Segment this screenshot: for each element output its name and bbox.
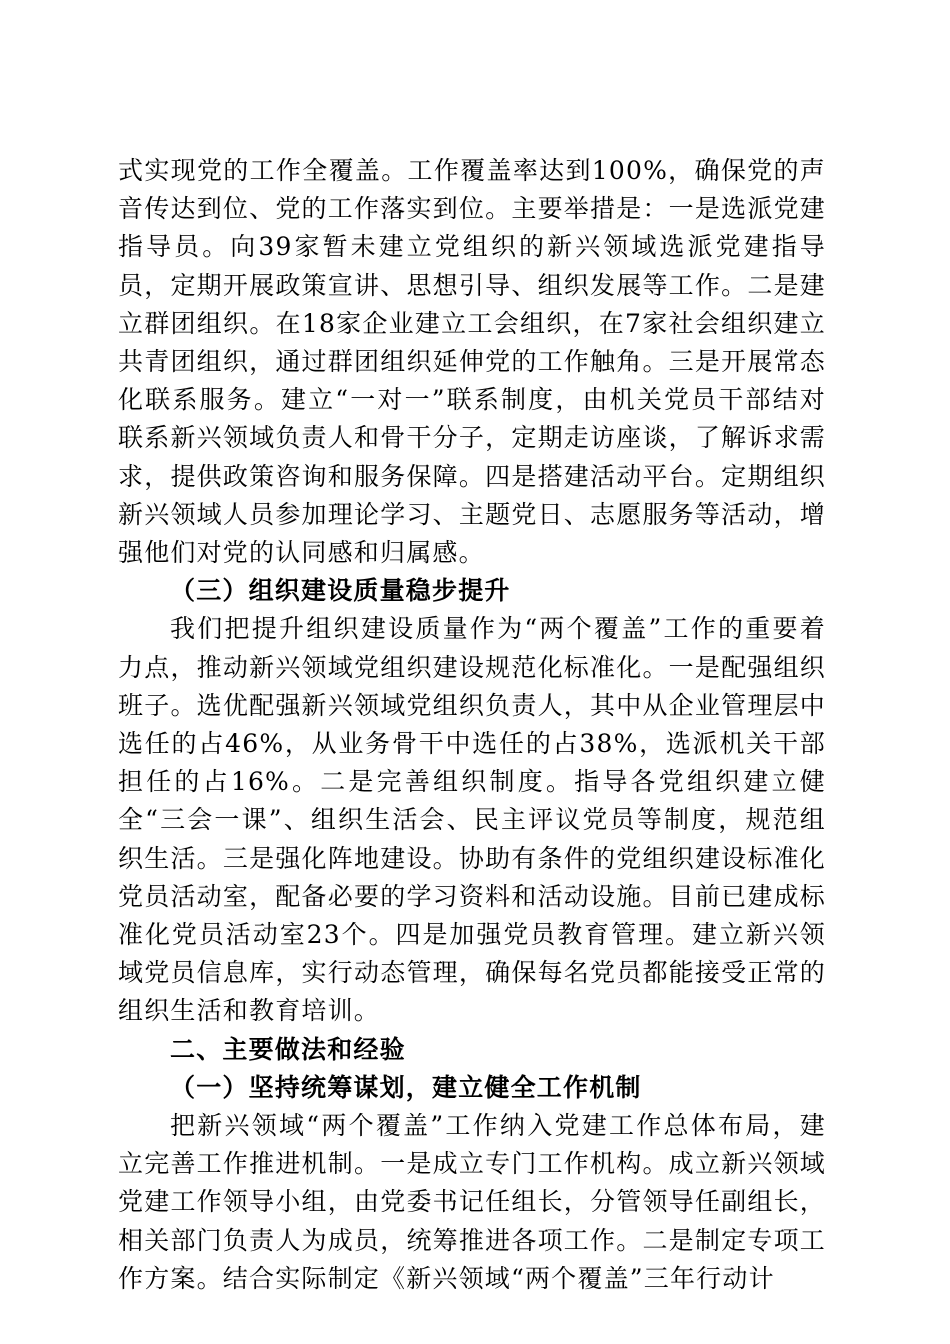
body-paragraph: 把新兴领域“两个覆盖”工作纳入党建工作总体布局，建立完善工作推进机制。一是成立专门工作机构。成立新兴领域党建工作领导小组，由党委书记任组长，分管领导任副组长，相关部门负责人为成员，统筹推进各项工作。二是制定专项工作方案。结合实际制定《新兴领域“两个覆盖”三年行动计 <box>118 1111 826 1293</box>
document-body <box>118 152 826 1298</box>
section-subheading: （三）组织建设质量稳步提升 <box>170 576 511 606</box>
section-subheading: （一）坚持统筹谋划，建立健全工作机制 <box>170 1072 642 1102</box>
section-heading: 二、主要做法和经验 <box>170 1034 406 1064</box>
body-paragraph: 我们把提升组织建设质量作为“两个覆盖”工作的重要着力点，推动新兴领域党组织建设规范化标准化。一是配强组织班子。选优配强新兴领域党组织负责人，其中从企业管理层中选任的占46%，从业务骨干中选任的占38%，选派机关干部担任的占16%。二是完善组织制度。指导各党组织建立健全“三会一课”、组织生活会、民主评议党员等制度，规范组织生活。三是强化阵地建设。协助有条件的党组织建设标准化党员活动室，配备必要的学习资料和活动设施。目前已建成标准化党员活动室23个。四是加强党员教育管理。建立新兴领域党员信息库，实行动态管理，确保每名党员都能接受正常的组织生活和教育培训。 <box>118 614 826 1026</box>
body-paragraph: 式实现党的工作全覆盖。工作覆盖率达到100%，确保党的声音传达到位、党的工作落实到位。主要举措是：一是选派党建指导员。向39家暂未建立党组织的新兴领域选派党建指导员，定期开展政策宣讲、思想引导、组织发展等工作。二是建立群团组织。在18家企业建立工会组织，在7家社会组织建立共青团组织，通过群团组织延伸党的工作触角。三是开展常态化联系服务。建立“一对一”联系制度，由机关党员干部结对联系新兴领域负责人和骨干分子，定期走访座谈，了解诉求需求，提供政策咨询和服务保障。四是搭建活动平台。定期组织新兴领域人员参加理论学习、主题党日、志愿服务等活动，增强他们对党的认同感和归属感。 <box>118 156 826 568</box>
